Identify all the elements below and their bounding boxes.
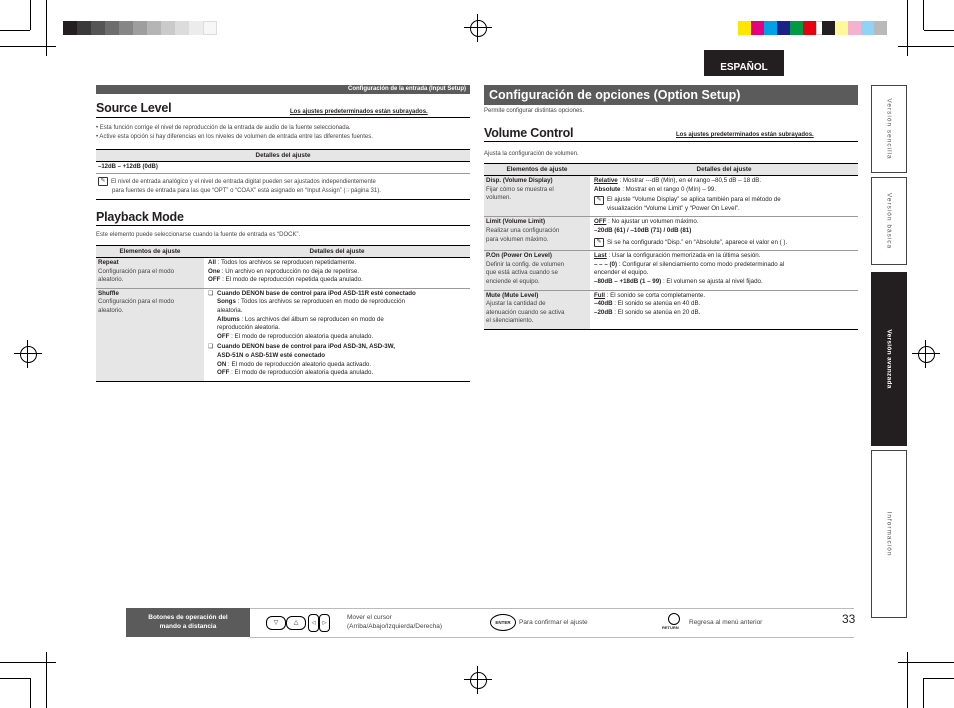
option-desc: encender el equipo. <box>594 269 649 277</box>
playback-mode-table <box>96 245 470 382</box>
sub-heading: Cuando DENON base de control para iPod ASD-3N, ASD-3W, <box>217 343 395 351</box>
option-name: Last <box>594 252 607 260</box>
bullet-text: • Active esta opción si hay diferencias en los niveles de volumen de entrada entre las diferentes fuentes. <box>96 133 373 140</box>
option-desc: : Mostrar ---dB (Mín), en el rango –80,5 dB – 18 dB. <box>617 177 762 184</box>
note-icon: ✎ <box>594 196 604 205</box>
item-desc: volumen. <box>486 194 512 202</box>
source-level-bullets <box>96 124 470 141</box>
note-text: visualización “Volume Limit” y “Power On Level”. <box>607 204 740 212</box>
return-key-label: RETURN <box>662 625 679 630</box>
gray-swatch <box>161 21 175 35</box>
option-desc: : Un archivo en reproducción no deja de repetirse. <box>220 267 360 275</box>
section-header-bar: Configuración de la entrada (Input Setup) <box>96 85 470 94</box>
return-button-icon <box>668 613 680 625</box>
tab-informacion[interactable] <box>871 450 907 618</box>
tab-label: Información <box>885 511 893 557</box>
color-swatch <box>790 21 803 35</box>
option-desc: : Todos los archivos se reproducen en modo de reproducción <box>235 298 406 306</box>
gray-swatch <box>189 21 203 35</box>
default-note: Los ajustes predeterminados están subrayados. <box>290 109 428 115</box>
option-desc: : El volumen se ajusta al nivel fijado. <box>661 278 763 286</box>
item-desc: Realizar una configuración <box>486 226 560 234</box>
option-desc: : Los archivos del álbum se reproducen en modo de <box>239 315 384 323</box>
note-icon: ✎ <box>594 238 604 247</box>
source-level-table-header: Detalles del ajuste <box>96 149 470 162</box>
return-help: Regresa al menú anterior <box>689 619 763 626</box>
source-level-range: –12dB – +12dB (0dB) <box>98 164 158 170</box>
tab-label: Versión básica <box>885 192 893 250</box>
tab-version-sencilla[interactable] <box>871 85 907 173</box>
table-row <box>484 176 858 217</box>
item-desc: aleatorio. <box>98 306 124 314</box>
gray-swatch <box>133 21 147 35</box>
col-header: Detalles del ajuste <box>590 164 858 176</box>
option-name: –40dB <box>594 300 613 308</box>
gray-swatch <box>203 21 217 35</box>
remote-label-text: mando a distancia <box>159 623 217 630</box>
option-desc: : El sonido se atenúa en 20 dB. <box>612 308 701 316</box>
gray-swatch <box>175 21 189 35</box>
divider <box>484 141 858 142</box>
item-title: Shuffle <box>98 289 119 297</box>
gray-swatch <box>119 21 133 35</box>
option-name: Relative <box>594 177 618 184</box>
default-note: Los ajustes predeterminados están subrayados. <box>676 132 814 138</box>
divider <box>96 225 470 226</box>
cursor-help-text: Mover el cursor <box>347 614 392 621</box>
sub-heading: ASD-51N o ASD-51W esté conectado <box>217 351 326 359</box>
note-text: El nivel de entrada analógico y el nivel de entrada digital pueden ser ajustados independientemente <box>111 179 376 186</box>
option-desc: : No ajustar un volumen máximo. <box>606 218 699 226</box>
item-desc: atenuación cuando se activa <box>486 308 565 316</box>
note-text: para fuentes de entrada para las que “OPT” o “COAX” está asignado en “Input Assign” (☞página 31). <box>112 187 381 194</box>
language-label: ESPAÑOL <box>704 50 784 76</box>
option-name: One <box>208 267 221 275</box>
item-title: Limit (Volume Limit) <box>486 218 546 226</box>
option-name: ON <box>217 360 227 368</box>
page-number: 33 <box>842 612 856 626</box>
note-text: El ajuste “Volume Display” se aplica también para el método de <box>607 196 781 204</box>
option-name: OFF <box>594 218 607 226</box>
item-desc: Configuración para el modo <box>98 267 175 275</box>
color-swatch <box>764 21 777 35</box>
option-desc: reproducción aleatoria. <box>217 324 280 332</box>
option-desc: : Mostrar en el rango 0 (Mín) – 99. <box>620 185 717 193</box>
item-desc: Fijar cómo se muestra el <box>486 185 554 193</box>
color-swatch <box>861 21 874 35</box>
playback-mode-intro: Este elemento puede seleccionarse cuando la fuente de entrada es “DOCK”. <box>96 232 301 238</box>
divider <box>96 117 470 118</box>
note-text: Si se ha configurado “Disp.” en “Absolute”, aparece el valor en ( ). <box>607 238 788 246</box>
option-desc: : El modo de reproducción aleatorio queda activado. <box>226 360 372 368</box>
table-row <box>96 258 470 289</box>
option-name: Songs <box>217 298 236 306</box>
tab-label: Versión sencilla <box>885 98 893 160</box>
remote-label-text: Botones de operación del <box>148 614 228 621</box>
table-row <box>484 217 858 251</box>
option-setup-title-bar: Configuración de opciones (Option Setup) <box>484 85 858 105</box>
divider <box>96 173 470 174</box>
gray-swatch <box>77 21 91 35</box>
option-name: –80dB – +18dB (1 – 99) <box>594 278 662 286</box>
item-desc: Configuración para el modo <box>98 298 175 306</box>
option-desc: : El sonido se corta completamente. <box>605 291 706 299</box>
color-swatch <box>822 21 835 35</box>
option-name: OFF <box>217 332 230 340</box>
source-level-title: Source Level <box>96 101 172 115</box>
checkbox-icon: ❏ <box>208 289 214 297</box>
note-icon: ✎ <box>98 177 108 186</box>
option-name: –20dB <box>594 308 613 316</box>
option-desc: : El modo de reproducción aleatoria queda anulado. <box>229 332 374 340</box>
tab-label: Versión avanzada <box>885 329 893 389</box>
color-swatch <box>874 21 887 35</box>
source-level-note <box>98 177 470 195</box>
option-name: – – – (0) <box>594 260 618 268</box>
bullet-text: • Esta función corrige el nivel de reproducción de la entrada de audio de la fuente seleccionada. <box>96 125 351 131</box>
item-desc: Definir la config. de volumen <box>486 260 565 268</box>
option-name: Albums <box>217 315 240 323</box>
registration-mark <box>464 666 492 694</box>
cursor-help-text: (Arriba/Abajo/Izquierda/Derecha) <box>347 623 443 630</box>
col-header: Elementos de ajuste <box>96 246 204 258</box>
item-desc: aleatorio. <box>98 276 124 284</box>
tab-version-basica[interactable] <box>871 177 907 265</box>
item-title: Mute (Mute Level) <box>486 291 539 299</box>
option-desc: : Configurar el silenciamiento como modo predeterminado al <box>617 260 785 268</box>
item-title: Disp. (Volume Display) <box>486 177 553 184</box>
table-row <box>484 251 858 290</box>
color-swatch <box>848 21 861 35</box>
option-desc: : El sonido se atenúa en 40 dB. <box>612 300 701 308</box>
playback-mode-title: Playback Mode <box>96 210 184 224</box>
option-name: Full <box>594 291 605 299</box>
item-title: Repeat <box>98 259 119 266</box>
item-desc: Ajustar la cantidad de <box>486 300 546 308</box>
option-name: All <box>208 259 216 266</box>
volume-control-table <box>484 163 858 330</box>
gray-swatch <box>91 21 105 35</box>
item-title: P.On (Power On Level) <box>486 252 552 260</box>
color-swatch <box>777 21 790 35</box>
color-swatch <box>751 21 764 35</box>
table-row <box>96 288 470 381</box>
registration-mark <box>912 340 940 368</box>
gray-swatch <box>105 21 119 35</box>
option-desc: : Usar la configuración memorizada en la última sesión. <box>606 252 761 260</box>
divider <box>96 199 470 200</box>
option-desc: : El modo de reproducción repetida queda anulado. <box>220 276 363 284</box>
cursor-keys-icon: ▽ △ ◁ ▷ <box>266 614 332 632</box>
sub-heading: Cuando DENON base de control para iPod ASD-11R esté conectado <box>217 289 416 297</box>
option-name: OFF <box>208 276 221 284</box>
item-desc: enciende el equipo. <box>486 278 540 286</box>
cursor-help <box>347 613 442 631</box>
color-swatch <box>738 21 751 35</box>
option-desc: : El modo de reproducción aleatoria queda anulado. <box>229 369 374 377</box>
option-desc: : Todos los archivos se reproducen repetidamente. <box>215 259 357 266</box>
table-row <box>484 290 858 329</box>
registration-mark <box>14 340 42 368</box>
enter-help: Para confirmar el ajuste <box>519 619 588 626</box>
option-name: OFF <box>217 369 230 377</box>
color-swatch <box>835 21 848 35</box>
item-desc: el silenciamiento. <box>486 317 534 325</box>
color-swatch <box>803 21 816 35</box>
item-desc: que está activa cuando se <box>486 269 558 277</box>
volume-control-intro: Ajusta la configuración de volumen. <box>484 151 579 157</box>
gray-swatch <box>147 21 161 35</box>
tab-version-avanzada[interactable] <box>871 272 907 446</box>
option-setup-intro: Permite configurar distintas opciones. <box>484 108 585 114</box>
option-name: Absolute <box>594 185 621 193</box>
enter-button-icon: ENTER <box>490 614 516 631</box>
checkbox-icon: ❏ <box>208 343 214 351</box>
option-values: –20dB (61) / –10dB (71) / 0dB (81) <box>594 226 692 234</box>
item-desc: para volumen máximo. <box>486 235 549 243</box>
registration-mark <box>464 14 492 42</box>
gray-swatch <box>63 21 77 35</box>
col-header: Elementos de ajuste <box>484 164 590 176</box>
volume-control-title: Volume Control <box>484 126 574 140</box>
col-header: Detalles del ajuste <box>204 246 470 258</box>
remote-label <box>126 608 250 637</box>
option-desc: aleatoria. <box>217 306 243 314</box>
